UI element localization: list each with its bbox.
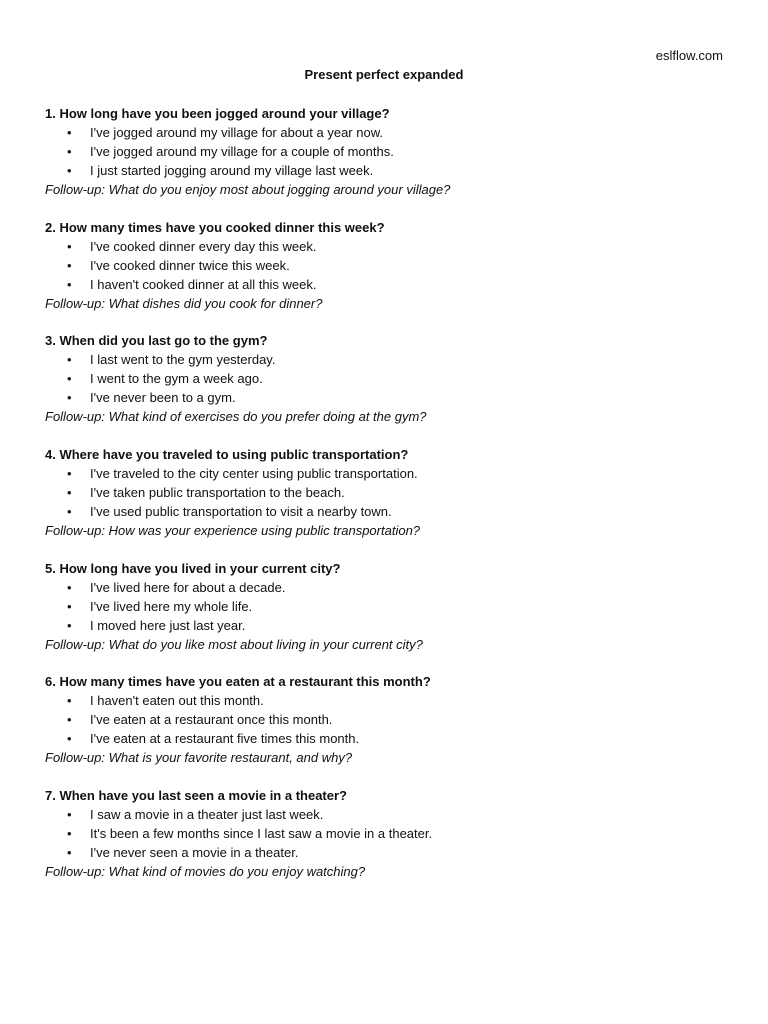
question-list: [45, 104, 735, 900]
answer-item: [45, 578, 735, 597]
question-block: [45, 445, 735, 559]
followup-text: Follow-up: What do you enjoy most about jogging around your village?: [45, 182, 451, 197]
answer-text: I've traveled to the city center using public transportation.: [90, 466, 418, 482]
answer-text: I haven't eaten out this month.: [90, 693, 264, 709]
answer-list: [45, 578, 735, 635]
followup-text: Follow-up: What dishes did you cook for dinner?: [45, 295, 323, 311]
answer-item: [45, 256, 735, 275]
answer-text: I've taken public transportation to the beach.: [90, 485, 345, 501]
bullet-icon: •: [67, 390, 72, 406]
question-text: 1. How long have you been jogged around your village?: [45, 106, 390, 121]
answer-item: [45, 464, 735, 483]
question-text: 4. Where have you traveled to using public transportation?: [45, 447, 409, 463]
bullet-icon: •: [67, 504, 72, 520]
question-block: [45, 786, 735, 900]
question-block: [45, 218, 735, 332]
bullet-icon: •: [67, 617, 72, 633]
followup-text: Follow-up: What do you like most about living in your current city?: [45, 636, 423, 652]
answer-text: I've never seen a movie in a theater.: [90, 845, 299, 861]
answer-text: I moved here just last year.: [90, 617, 246, 633]
answer-text: I've never been to a gym.: [90, 390, 236, 406]
answer-item: [45, 237, 735, 256]
answer-item: [45, 597, 735, 616]
bullet-icon: •: [67, 598, 72, 614]
bullet-icon: •: [67, 257, 72, 273]
bullet-icon: •: [67, 807, 72, 823]
bullet-icon: •: [67, 144, 72, 159]
followup-text: Follow-up: What kind of movies do you enjoy watching?: [45, 864, 366, 880]
bullet-icon: •: [67, 845, 72, 861]
followup-text: Follow-up: How was your experience using public transportation?: [45, 523, 421, 539]
bullet-icon: •: [67, 826, 72, 842]
answer-text: I haven't cooked dinner at all this week.: [90, 276, 317, 292]
bullet-icon: •: [67, 485, 72, 501]
answer-item: [45, 729, 735, 748]
answer-text: I've jogged around my village for a couple of months.: [90, 144, 394, 159]
answer-text: I went to the gym a week ago.: [90, 371, 263, 387]
answer-list: [45, 350, 735, 407]
question-text: 5. How long have you lived in your current city?: [45, 560, 341, 576]
bullet-icon: •: [67, 238, 72, 254]
answer-item: [45, 691, 735, 710]
bullet-icon: •: [67, 276, 72, 292]
answer-item: [45, 161, 735, 180]
answer-text: I last went to the gym yesterday.: [90, 352, 276, 368]
answer-item: [45, 502, 735, 521]
bullet-icon: •: [67, 163, 72, 178]
site-name: eslflow.com: [655, 48, 723, 63]
answer-text: I just started jogging around my village last week.: [90, 163, 374, 178]
answer-text: I've lived here my whole life.: [90, 598, 253, 614]
answer-list: [45, 237, 735, 294]
bullet-icon: •: [67, 352, 72, 368]
question-text: 6. How many times have you eaten at a restaurant this month?: [45, 674, 431, 690]
question-block: [45, 672, 735, 786]
answer-item: [45, 369, 735, 388]
answer-list: [45, 123, 735, 180]
answer-item: [45, 123, 735, 142]
question-block: [45, 559, 735, 673]
answer-list: [45, 805, 735, 862]
followup-text: Follow-up: What kind of exercises do you prefer doing at the gym?: [45, 409, 427, 425]
answer-text: I've eaten at a restaurant five times this month.: [90, 731, 360, 747]
answer-text: I've cooked dinner every day this week.: [90, 238, 317, 254]
answer-text: I've lived here for about a decade.: [90, 579, 286, 595]
answer-item: [45, 805, 735, 824]
answer-text: It's been a few months since I last saw a movie in a theater.: [90, 826, 433, 842]
bullet-icon: •: [67, 371, 72, 387]
answer-item: [45, 388, 735, 407]
answer-item: [45, 710, 735, 729]
question-block: [45, 331, 735, 445]
bullet-icon: •: [67, 466, 72, 482]
question-text: 3. When did you last go to the gym?: [45, 333, 268, 349]
answer-item: [45, 350, 735, 369]
bullet-icon: •: [67, 579, 72, 595]
bullet-icon: •: [67, 712, 72, 728]
question-block: [45, 104, 735, 218]
answer-text: I've eaten at a restaurant once this month.: [90, 712, 333, 728]
answer-item: [45, 824, 735, 843]
answer-item: [45, 275, 735, 294]
bullet-icon: •: [67, 693, 72, 709]
answer-text: I've used public transportation to visit a nearby town.: [90, 504, 392, 520]
answer-text: I've jogged around my village for about a year now.: [90, 125, 383, 140]
question-text: 7. When have you last seen a movie in a theater?: [45, 788, 347, 804]
answer-item: [45, 843, 735, 862]
answer-text: I saw a movie in a theater just last week.: [90, 807, 324, 823]
question-text: 2. How many times have you cooked dinner this week?: [45, 219, 385, 235]
answer-list: [45, 691, 735, 748]
followup-text: Follow-up: What is your favorite restaurant, and why?: [45, 750, 353, 766]
answer-item: [45, 616, 735, 635]
answer-text: I've cooked dinner twice this week.: [90, 257, 290, 273]
page-title: Present perfect expanded: [304, 67, 464, 82]
answer-list: [45, 464, 735, 521]
answer-item: [45, 483, 735, 502]
answer-item: [45, 142, 735, 161]
bullet-icon: •: [67, 125, 72, 140]
bullet-icon: •: [67, 731, 72, 747]
